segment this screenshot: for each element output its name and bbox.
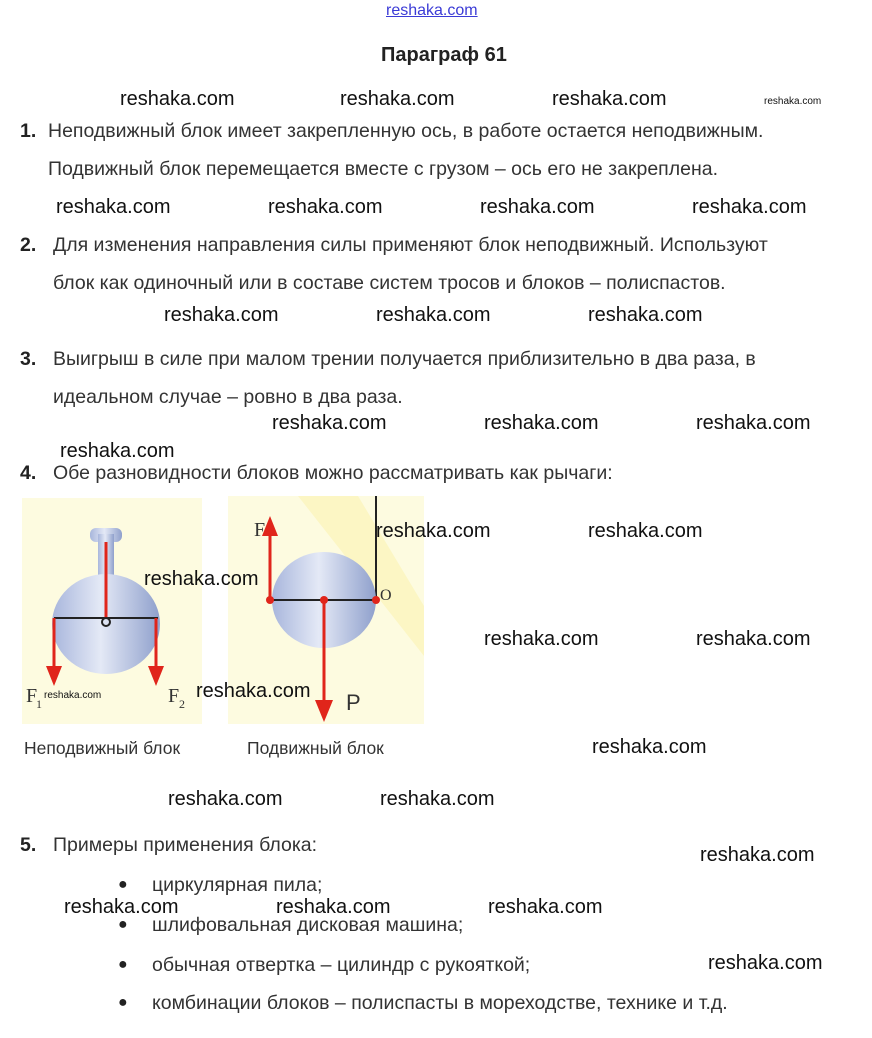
item-number: 5.	[20, 834, 37, 856]
watermark: reshaka.com	[696, 628, 811, 650]
watermark: reshaka.com	[488, 896, 603, 918]
watermark: reshaka.com	[56, 196, 171, 218]
watermark: reshaka.com	[120, 88, 235, 110]
caption-fixed-pulley: Неподвижный блок	[24, 738, 181, 758]
watermark: reshaka.com	[340, 88, 455, 110]
force-point	[266, 596, 274, 604]
item-number: 4.	[20, 462, 37, 484]
watermark: reshaka.com	[708, 952, 823, 974]
watermark: reshaka.com	[588, 520, 703, 542]
list-item: обычная отвертка – цилиндр с рукояткой;	[152, 954, 531, 976]
watermark: reshaka.com	[376, 304, 491, 326]
bullet-icon: ●	[118, 876, 128, 893]
list-item: комбинации блоков – полиспасты в мореходстве, технике и т.д.	[152, 992, 728, 1014]
item-text: идеальном случае – ровно в два раза.	[53, 386, 403, 408]
watermark: reshaka.com	[764, 96, 822, 107]
watermark: reshaka.com	[592, 736, 707, 758]
item-number: 1.	[20, 120, 37, 142]
item-number: 2.	[20, 234, 37, 256]
watermark: reshaka.com	[380, 788, 495, 810]
watermark: reshaka.com	[696, 412, 811, 434]
site-link-top[interactable]: reshaka.com	[386, 2, 478, 19]
watermark: reshaka.com	[376, 520, 491, 542]
label-p: P	[346, 690, 361, 715]
label-f1: F	[26, 685, 38, 707]
watermark: reshaka.com	[276, 896, 391, 918]
label-f2-sub: 2	[179, 697, 185, 711]
label-f1-sub: 1	[36, 697, 42, 711]
item-text: Подвижный блок перемещается вместе с грузом – ось его не закреплена.	[48, 158, 718, 180]
watermark: reshaka.com	[144, 568, 259, 590]
item-text: Выигрыш в силе при малом трении получается приблизительно в два раза, в	[53, 348, 756, 370]
watermark: reshaka.com	[692, 196, 807, 218]
watermark: reshaka.com	[196, 680, 311, 702]
watermark: reshaka.com	[272, 412, 387, 434]
page-title: Параграф 61	[381, 44, 507, 66]
label-o: O	[380, 587, 392, 604]
center-point	[320, 596, 328, 604]
caption-movable-pulley: Подвижный блок	[247, 738, 384, 758]
watermark: reshaka.com	[64, 896, 179, 918]
watermark: reshaka.com	[700, 844, 815, 866]
watermark: reshaka.com	[484, 628, 599, 650]
label-f: F	[254, 519, 266, 541]
bullet-icon: ●	[118, 994, 128, 1011]
watermark: reshaka.com	[60, 440, 175, 462]
fixed-pulley-figure	[22, 498, 202, 724]
item-text: Обе разновидности блоков можно рассматривать как рычаги:	[53, 462, 613, 484]
watermark: reshaka.com	[552, 88, 667, 110]
watermark: reshaka.com	[168, 788, 283, 810]
pivot-point	[372, 596, 380, 604]
watermark: reshaka.com	[44, 690, 102, 701]
item-text: Неподвижный блок имеет закрепленную ось, в работе остается неподвижным.	[48, 120, 764, 142]
label-f2: F	[168, 685, 180, 707]
list-item: циркулярная пила;	[152, 874, 323, 896]
item-text: Для изменения направления силы применяют блок неподвижный. Используют	[53, 234, 768, 256]
watermark: reshaka.com	[164, 304, 279, 326]
item-text: блок как одиночный или в составе систем тросов и блоков – полиспастов.	[53, 272, 726, 294]
watermark: reshaka.com	[484, 412, 599, 434]
bullet-icon: ●	[118, 956, 128, 973]
item-text: Примеры применения блока:	[53, 834, 318, 856]
list-item: шлифовальная дисковая машина;	[152, 914, 464, 936]
item-number: 3.	[20, 348, 37, 370]
watermark: reshaka.com	[268, 196, 383, 218]
watermark: reshaka.com	[588, 304, 703, 326]
watermark: reshaka.com	[480, 196, 595, 218]
bullet-icon: ●	[118, 916, 128, 933]
